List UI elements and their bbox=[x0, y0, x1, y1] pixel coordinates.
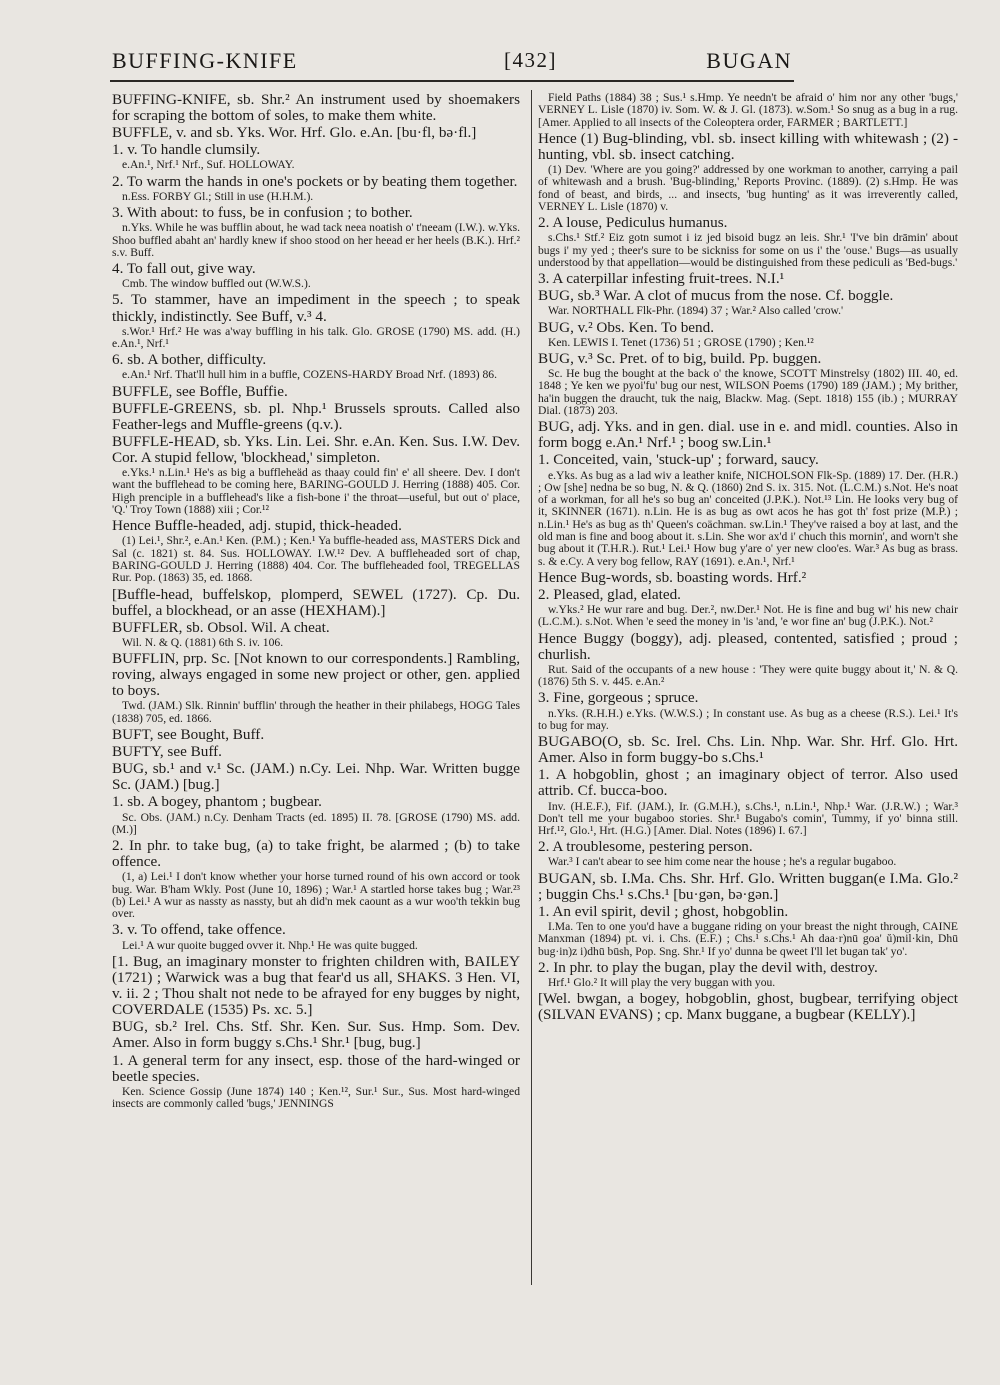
citation-paragraph: (1, a) Lei.¹ I don't know whether your horse turned round of his own accord or took bug. War. B'ham Wkly. Post (June 10, 1896) ; War.¹ A startled horse takes bug ; War.²³ (b) Lei.¹ A wur as nassty as nassty, but ah did'n mek caount as a wur woo'th tekkin bug over. bbox=[112, 870, 520, 921]
entry-paragraph: 4. To fall out, give way. bbox=[112, 260, 256, 278]
citation-paragraph: s.Chs.¹ Stf.² Eiz gotn sumot i iz jed bisoid bugz ən leis. Shr.¹ 'I've bin drāmin' about bugs i' my yed ; theer's sure to be sickniss for some on us i' the 'ouse.' Bugs—as usually understood by that appellation—would be distinguished from these pediculi as 'Bed-bugs.' bbox=[538, 231, 958, 269]
entry-paragraph: 3. v. To offend, take offence. bbox=[112, 921, 286, 939]
citation-paragraph: I.Ma. Ten to one you'd have a buggane riding on your breast the night through, CAINE Manxman (1894) pt. vi. i. Chs. (E.F.) ; Chs.¹ s.Chs.¹ Ah daa·r)nū goa' ŭ)mil·kin, Dhū bug·in)z i)dhū būsh, Pop. Sng. Shr.¹ If yo' dunna be qweet I'll let bugan tak' yo'. bbox=[538, 920, 958, 958]
entry-paragraph: BUFTY, see Buff. bbox=[112, 743, 222, 761]
entry-paragraph: 1. v. To handle clumsily. bbox=[112, 141, 261, 159]
entry-paragraph: Hence Bug-words, sb. boasting words. Hrf.² bbox=[538, 568, 807, 586]
entry-paragraph: BUG, sb.³ War. A clot of mucus from the nose. Cf. boggle. bbox=[538, 287, 894, 305]
entry-paragraph: 3. Fine, gorgeous ; spruce. bbox=[538, 689, 699, 707]
citation-paragraph: (1) Dev. 'Where are you going?' addressed by one workman to another, carrying a pail of whitewash and a brush. 'Bug-blinding,' Reports Provinc. (1889). (2) s.Hmp. He was fond of beast, and birds, ... and insects, 'bug hunting' as it was irreverently called, VERNEY L. Lisle (1870) v. bbox=[538, 163, 958, 213]
entry-paragraph: 6. sb. A bother, difficulty. bbox=[112, 351, 267, 369]
citation-paragraph: War.³ I can't abear to see him come near the house ; he's a regular bugaboo. bbox=[548, 855, 897, 869]
citation-paragraph: War. NORTHALL Flk-Phr. (1894) 37 ; War.² Also called 'crow.' bbox=[548, 304, 844, 318]
entry-paragraph: BUFFING-KNIFE, sb. Shr.² An instrument used by shoemakers for scraping the bottom of soles, to make them white. bbox=[112, 92, 520, 125]
entry-paragraph: BUFFLE-HEAD, sb. Yks. Lin. Lei. Shr. e.An. Ken. Sus. I.W. Dev. Cor. A stupid fellow, 'blockhead,' simpleton. bbox=[112, 432, 520, 467]
entry-paragraph: BUFFLE, v. and sb. Yks. Wor. Hrf. Glo. e.An. [bu·fl, bə·fl.] bbox=[112, 124, 477, 142]
header-rule bbox=[110, 80, 794, 82]
citation-paragraph: e.Yks.¹ n.Lin.¹ He's as big a buffleheäd as thaay could fin' e' all sheere. Dev. I don't want the bufflehead to be coming here, BARING-GOULD J. Herring (1888) 405. Cor. High prenciple in a bufflehead's like a fish-bone i' the throat—useful, but out o' place, 'Q.' Troy Town (1888) xiii ; Cor.¹² bbox=[112, 466, 520, 517]
header-page-number: [432] bbox=[504, 48, 557, 72]
page-header bbox=[112, 48, 792, 82]
citation-paragraph: n.Yks. (R.H.H.) e.Yks. (W.W.S.) ; In constant use. As bug as a cheese (R.S.). Lei.¹ It's to bug for may. bbox=[538, 706, 958, 732]
entry-paragraph: Hence Buggy (boggy), adj. pleased, contented, satisfied ; proud ; churlish. bbox=[538, 629, 958, 663]
citation-paragraph: w.Yks.² He wur rare and bug. Der.², nw.Der.¹ Not. He is fine and bug wi' his new chair (L.C.M.). s.Not. When 'e seed the money in 'is 'and, 'e wor fine an' bug (J.P.K.). Not.² bbox=[538, 603, 958, 629]
entry-paragraph: 2. In phr. to play the bugan, play the devil with, destroy. bbox=[538, 958, 878, 976]
entry-paragraph: 2. A troublesome, pestering person. bbox=[538, 838, 753, 856]
column-divider bbox=[531, 90, 532, 1285]
header-right-guideword: BUGAN bbox=[706, 48, 792, 73]
entry-paragraph: 3. A caterpillar infesting fruit-trees. N.I.¹ bbox=[538, 270, 785, 288]
entry-paragraph: BUGAN, sb. I.Ma. Chs. Shr. Hrf. Glo. Written buggan(e I.Ma. Glo.² ; buggin Chs.¹ s.Chs.¹ [bu·gən, bə·gən.] bbox=[538, 869, 958, 903]
entry-paragraph: BUG, sb.² Irel. Chs. Stf. Shr. Ken. Sur. Sus. Hmp. Som. Dev. Amer. Also in form buggy s.Chs.¹ Shr.¹ [bug, bug.] bbox=[112, 1018, 520, 1052]
citation-paragraph: Sc. Obs. (JAM.) n.Cy. Denham Tracts (ed. 1895) II. 78. [GROSE (1790) MS. add. (M.)] bbox=[112, 810, 520, 836]
citation-paragraph: n.Yks. While he was bufflin about, he wad tack neea noatish o' t'neeam (I.W.). w.Yks. Shoo buffled abaht an' hardly knew if shoo stood on her heead er her heels (B.K.). Hrf.² s.v. Buff. bbox=[112, 221, 520, 259]
entry-paragraph: [1. Bug, an imaginary monster to frighten children with, BAILEY (1721) ; Warwick was a bug that fear'd us all, SHAKS. 3 Hen. VI, v. ii. 2 ; Thou shalt not nede to be afrayed for eny bugges by night, COVERDALE (1535) Ps. xc. 5.] bbox=[112, 952, 520, 1019]
citation-paragraph: e.An.¹ Nrf. That'll hull him in a buffle, COZENS-HARDY Broad Nrf. (1893) 86. bbox=[122, 368, 498, 382]
citation-paragraph: Sc. He bug the bought at the back o' the knowe, SCOTT Minstrelsy (1802) III. 40, ed. 1848 ; Ye ken we pyoi'fu' bug our nest, WILSON Poems (1790) 189 (JAM.) ; My brither, ha'in buggen the draucht, tuk the naig, Blackw. Mag. (Sept. 1818) 155 (ib.) ; MURRAY Dial. (1873) 203. bbox=[538, 367, 958, 417]
citation-paragraph: Ken. LEWIS I. Tenet (1736) 51 ; GROSE (1790) ; Ken.¹² bbox=[548, 335, 814, 349]
entry-paragraph: 2. To warm the hands in one's pockets or by beating them together. bbox=[112, 172, 518, 190]
entry-paragraph: 1. Conceited, vain, 'stuck-up' ; forward, saucy. bbox=[538, 451, 819, 469]
entry-paragraph: 2. In phr. to take bug, (a) to take fright, be alarmed ; (b) to take offence. bbox=[112, 837, 520, 871]
entry-paragraph: BUFFLE, see Boffle, Buffie. bbox=[112, 382, 288, 400]
entry-paragraph: BUFT, see Bought, Buff. bbox=[112, 726, 265, 744]
entry-paragraph: BUGABO(O, sb. Sc. Irel. Chs. Lin. Nhp. War. Shr. Hrf. Glo. Hrt. Amer. Also in form buggy-bo s.Chs.¹ bbox=[538, 733, 958, 767]
entry-paragraph: BUG, v.³ Sc. Pret. of to big, build. Pp. buggen. bbox=[538, 350, 822, 368]
entry-paragraph: 3. With about: to fuss, be in confusion ; to bother. bbox=[112, 204, 413, 222]
citation-paragraph: Field Paths (1884) 38 ; Sus.¹ s.Hmp. Ye needn't be afraid o' him nor any other 'bugs,' VERNEY L. Lisle (1870) iv. Som. W. & J. Gl. (1873). w.Som.¹ So snug as a bug in a rug. [Amer. Applied to all insects of the Coleoptera order, FARMER ; BARTLETT.] bbox=[538, 92, 958, 129]
entry-paragraph: [Buffle-head, buffelskop, plomperd, SEWEL (1727). Cp. Du. buffel, a blockhead, or an asse (HEXHAM).] bbox=[112, 585, 520, 619]
entry-paragraph: Hence Buffle-headed, adj. stupid, thick-headed. bbox=[112, 517, 402, 535]
entry-paragraph: BUG, sb.¹ and v.¹ Sc. (JAM.) n.Cy. Lei. Nhp. War. Written bugge Sc. (JAM.) [bug.] bbox=[112, 760, 520, 794]
citation-paragraph: s.Wor.¹ Hrf.² He was a'way buffling in his talk. Glo. GROSE (1790) MS. add. (H.) e.An.¹, Nrf.¹ bbox=[112, 324, 520, 350]
entry-paragraph: BUFFLER, sb. Obsol. Wil. A cheat. bbox=[112, 618, 330, 636]
left-column bbox=[112, 92, 520, 1292]
citation-paragraph: Ken. Science Gossip (June 1874) 140 ; Ken.¹², Sur.¹ Sur., Sus. Most hard-winged insects are commonly called 'bugs,' JENNINGS bbox=[112, 1084, 520, 1111]
citation-paragraph: e.Yks. As bug as a lad wiv a leather knife, NICHOLSON Flk-Sp. (1889) 17. Der. (H.R.) ; Ow [she] nedna be so bug, N. & Q. (1860) 2nd S. ix. 315. Not. (L.C.M.) s.Not. He's noat of a workman, for all he's so bug an' conceited (J.P.K.). Not.¹³ Lin. He looks very bug of it, SKINNER (1671). n.Lin. He is as bug as owt acos he has got th' fost prize (M.P.) ; n.Lin.¹ He's as bug as th' Queen's coächman. sw.Lin.¹ They've raised a boy at last, and the old man is fine and boog about it. s.Lin. She wor ax'd i' chuch this mornin', and worn't she bug about it (T.H.R.). Rut.¹ Lei.¹ How bug y'are o' yer new cloo'es. War.³ As bug as brass. s. & e.Cy. A very bog fellow, RAY (1691). e.An.¹, Nrf.¹ bbox=[538, 468, 958, 568]
citation-paragraph: Hrf.¹ Glo.² It will play the very buggan with you. bbox=[548, 976, 776, 990]
entry-paragraph: BUG, adj. Yks. and in gen. dial. use in e. and midl. counties. Also in form bogg e.An.¹ Nrf.¹ ; boog sw.Lin.¹ bbox=[538, 418, 958, 452]
citation-paragraph: Rut. Said of the occupants of a new house : 'They were quite buggy about it,' N. & Q. (1876) 5th S. v. 445. e.An.² bbox=[538, 662, 958, 689]
entry-paragraph: 1. A hobgoblin, ghost ; an imaginary object of terror. Also used attrib. Cf. bucca-boo. bbox=[538, 766, 958, 800]
citation-paragraph: e.An.¹, Nrf.¹ Nrf., Suf. HOLLOWAY. bbox=[122, 158, 295, 172]
entry-paragraph: [Wel. bwgan, a bogey, hobgoblin, ghost, bugbear, terrifying object (SILVAN EVANS) ; cp. Manx buggane, a bugbear (KELLY).] bbox=[538, 990, 958, 1024]
citation-paragraph: n.Ess. FORBY Gl.; Still in use (H.H.M.). bbox=[122, 189, 314, 203]
entry-paragraph: Hence (1) Bug-blinding, vbl. sb. insect killing with whitewash ; (2) -hunting, vbl. sb. insect catching. bbox=[538, 129, 958, 163]
entry-paragraph: 1. An evil spirit, devil ; ghost, hobgoblin. bbox=[538, 902, 789, 920]
entry-paragraph: 5. To stammer, have an impediment in the speech ; to speak thickly, indistinctly. See Buff, v.³ 4. bbox=[112, 291, 520, 325]
entry-paragraph: 2. Pleased, glad, elated. bbox=[538, 585, 681, 603]
entry-paragraph: BUFFLE-GREENS, sb. pl. Nhp.¹ Brussels sprouts. Called also Feather-legs and Muffle-greens (q.v.). bbox=[112, 399, 520, 433]
citation-paragraph: Lei.¹ A wur quoite bugged ovver it. Nhp.¹ He was quite bugged. bbox=[122, 938, 418, 952]
citation-paragraph: Cmb. The window buffled out (W.W.S.). bbox=[122, 277, 311, 291]
entry-paragraph: 1. sb. A bogey, phantom ; bugbear. bbox=[112, 793, 322, 811]
citation-paragraph: Wil. N. & Q. (1881) 6th S. iv. 106. bbox=[122, 635, 284, 649]
citation-paragraph: Inv. (H.E.F.), Fif. (JAM.), Ir. (G.M.H.), s.Chs.¹, n.Lin.¹, Nhp.¹ War. (J.R.W.) ; War.³ Don't tell me your bugaboo stories. Shr.¹ Bugabo's comin', Tummy, if yo' binna still. Hrf.¹², Glo.¹, Hrt. (H.G.) [Amer. Dial. Notes (1896) I. 67.] bbox=[538, 799, 958, 838]
entry-paragraph: BUFFLIN, prp. Sc. [Not known to our correspondents.] Rambling, roving, always engaged in some new project or other, gen. applied to boys. bbox=[112, 650, 520, 700]
citation-paragraph: Twd. (JAM.) Slk. Rinnin' bufflin' through the heather in their philabegs, HOGG Tales (1838) 705, ed. 1866. bbox=[112, 699, 520, 725]
entry-paragraph: 2. A louse, Pediculus humanus. bbox=[538, 214, 728, 232]
header-left-guideword: BUFFING-KNIFE bbox=[112, 48, 298, 73]
entry-paragraph: 1. A general term for any insect, esp. those of the hard-winged or beetle species. bbox=[112, 1051, 520, 1085]
right-column bbox=[538, 92, 958, 1292]
citation-paragraph: (1) Lei.¹, Shr.², e.An.¹ Ken. (P.M.) ; Ken.¹ Ya buffle-headed ass, MASTERS Dick and Sal (c. 1821) st. 84. Sus. HOLLOWAY. I.W.¹² Dev. A buffleheaded sort of chap, BARING-GOULD J. Herring (1888) 404. Cor. The buffleheaded fool, TREGELLAS Rur. Pop. (1863) 35, ed. 1868. bbox=[112, 534, 520, 585]
entry-paragraph: BUG, v.² Obs. Ken. To bend. bbox=[538, 318, 715, 336]
